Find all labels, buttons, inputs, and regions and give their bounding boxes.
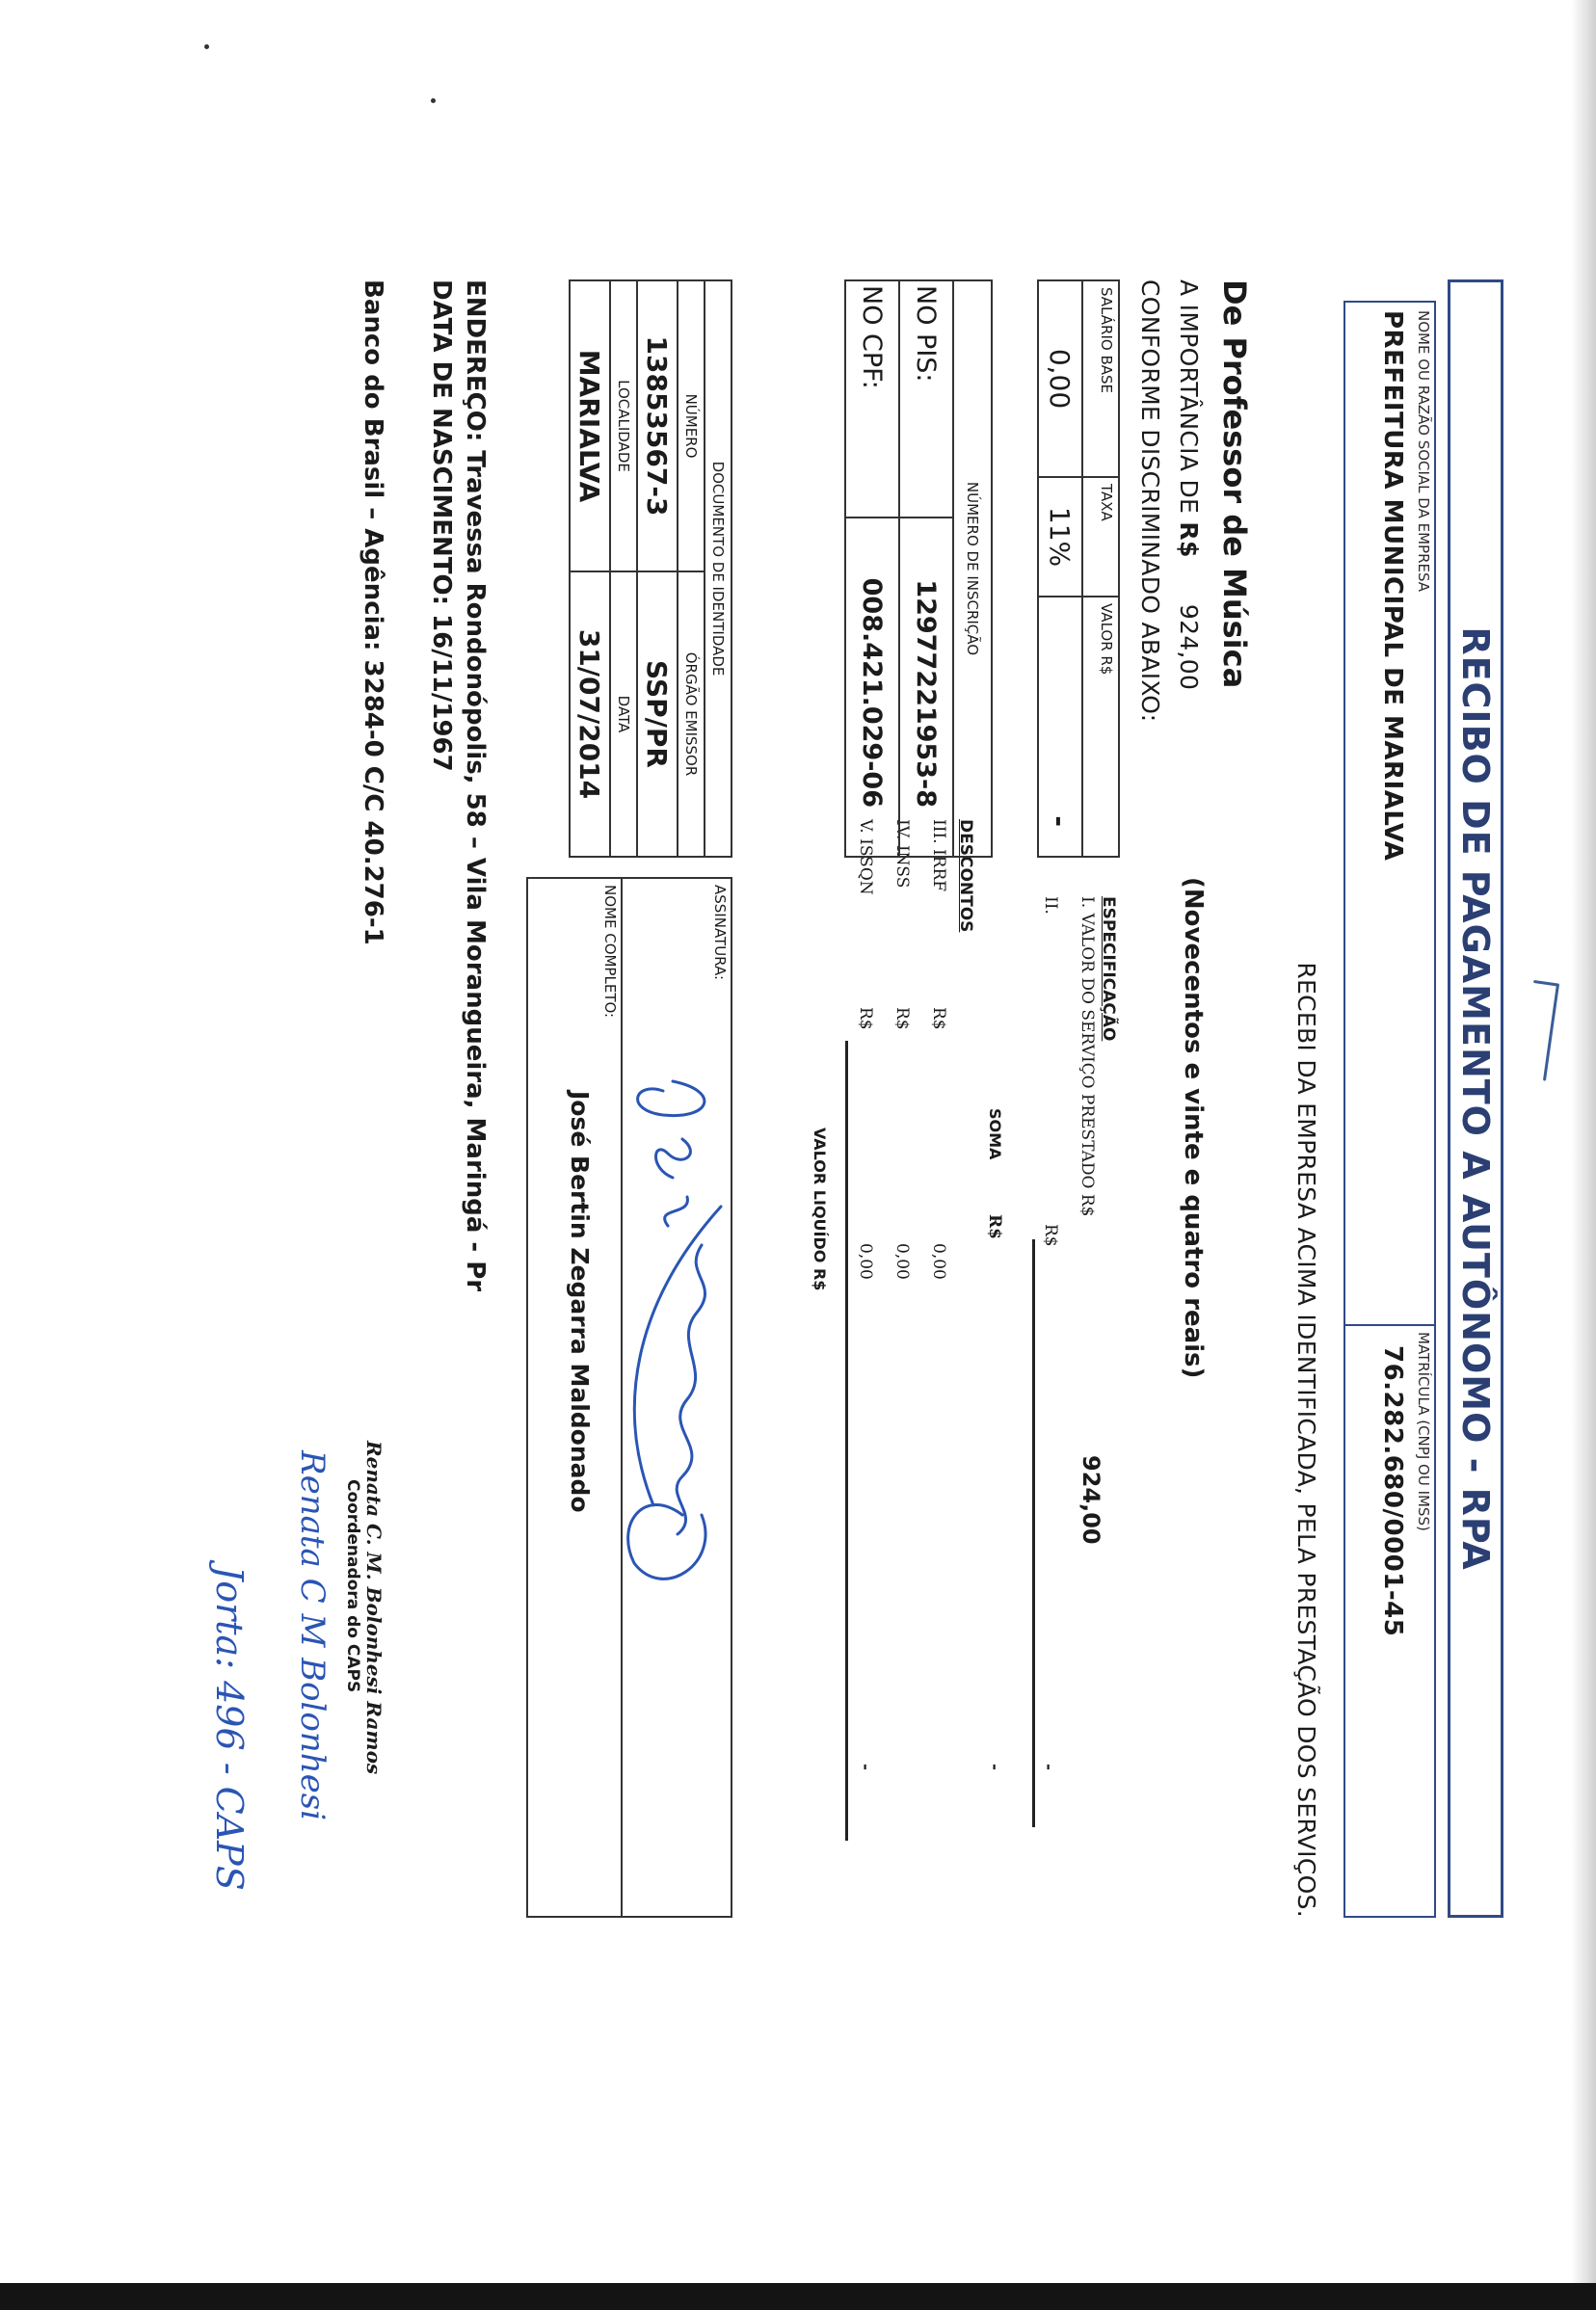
issuer-label: ÓRGÃO EMISSOR bbox=[678, 571, 705, 857]
signature-box bbox=[526, 877, 732, 1918]
received-statement: RECEBI DA EMPRESA ACIMA IDENTIFICADA, PELA PRESTAÇÃO DOS SERVIÇOS. bbox=[1292, 962, 1320, 1918]
company-box bbox=[1343, 301, 1436, 1918]
scan-speck bbox=[431, 98, 436, 103]
place: MARIALVA bbox=[570, 280, 610, 571]
amount-currency: R$ bbox=[1175, 521, 1203, 558]
deduction-currency: R$ bbox=[892, 1007, 912, 1030]
deduction-label: III. IRRF bbox=[929, 819, 948, 892]
spec-item-2-value: - bbox=[1039, 1764, 1058, 1771]
deduction-currency: R$ bbox=[856, 1007, 875, 1030]
value-label: VALOR R$ bbox=[1082, 597, 1119, 857]
salary-base: 0,00 bbox=[1038, 280, 1082, 477]
amount-line bbox=[1175, 279, 1203, 690]
full-name: José Bertin Zegarra Maldonado bbox=[566, 1091, 594, 1513]
company-name-label: NOME OU RAZÃO SOCIAL DA EMPRESA bbox=[1415, 310, 1432, 593]
soma-currency: R$ bbox=[985, 1214, 1004, 1239]
deduction-total-dash: - bbox=[856, 1764, 875, 1771]
id-number: 13853567-3 bbox=[637, 280, 678, 571]
amount-in-words: (Novecentos e vinte e quatro reais) bbox=[1179, 877, 1208, 1379]
cpf-label: NO CPF: bbox=[845, 280, 899, 518]
handwritten-note: Jorta: 496 - CAPS bbox=[208, 1566, 251, 1891]
salary-table bbox=[1037, 279, 1120, 858]
amount-prefix: A IMPORTÂNCIA DE bbox=[1175, 279, 1203, 522]
company-name: PREFEITURA MUNICIPAL DE MARIALVA bbox=[1378, 310, 1407, 862]
deduction-value: 0,00 bbox=[856, 1243, 875, 1280]
full-name-label: NOME COMPLETO: bbox=[601, 885, 619, 1019]
signature-cell bbox=[622, 878, 732, 1917]
company-reg-label: MATRÍCULA (CNPJ OU IMSS) bbox=[1415, 1332, 1432, 1531]
spec-item-1: I. VALOR DO SERVIÇO PRESTADO R$ bbox=[1077, 896, 1097, 1217]
pis-number: 12977221953-8 bbox=[899, 518, 953, 857]
deduction-value: 0,00 bbox=[929, 1243, 948, 1280]
receipt-title: RECIBO DE PAGAMENTO A AUTÔNOMO - RPA bbox=[1448, 279, 1503, 1918]
coordinator-stamp bbox=[135, 1441, 386, 1891]
address: ENDEREÇO: Travessa Rondonópolis, 58 – Vila Morangueira, Maringá - Pr bbox=[461, 279, 490, 1292]
rate-label: TAXA bbox=[1082, 477, 1119, 597]
salary-value: - bbox=[1038, 597, 1082, 857]
place-label: LOCALIDADE bbox=[610, 280, 637, 571]
cpf-number: 008.421.029-06 bbox=[845, 518, 899, 857]
inscription-header: NÚMERO DE INSCRIÇÃO bbox=[953, 280, 992, 857]
inscription-table bbox=[844, 279, 993, 858]
soma-value: - bbox=[985, 1764, 1004, 1771]
identity-table bbox=[569, 279, 732, 858]
company-name-cell bbox=[1345, 303, 1434, 1326]
stamp-role: Coordenadora do CAPS bbox=[343, 1479, 362, 1693]
spec-item-2: II. bbox=[1041, 896, 1060, 915]
soma-label: SOMA bbox=[986, 1108, 1004, 1160]
spec-item-2-currency: R$ bbox=[1041, 1224, 1060, 1247]
scan-speck bbox=[204, 44, 209, 49]
stamp-name: Renata C. M. Bolonhesi Ramos bbox=[362, 1441, 386, 1775]
spec-item-1-value: 924,00 bbox=[1077, 1455, 1104, 1545]
handwritten-signature bbox=[605, 1062, 740, 1602]
deduction-label: IV. INSS bbox=[892, 819, 912, 889]
identity-header: DOCUMENTO DE IDENTIDADE bbox=[705, 280, 732, 857]
company-reg: 76.282.680/0001-45 bbox=[1378, 1345, 1407, 1637]
service-title: De Professor de Música bbox=[1216, 279, 1253, 689]
bank-account: Banco do Brasil – Agência: 3284-0 C/C 40.276-1 bbox=[359, 279, 387, 945]
rate: 11% bbox=[1038, 477, 1082, 597]
issuer: SSP/PR bbox=[637, 571, 678, 857]
full-name-cell bbox=[527, 878, 622, 1917]
deduction-currency: R$ bbox=[929, 1007, 948, 1030]
deduction-label: V. ISSQN bbox=[856, 819, 875, 895]
amount-value: 924,00 bbox=[1175, 603, 1203, 691]
deduction-value: 0,00 bbox=[892, 1243, 912, 1280]
spec-heading: ESPECIFICAÇÃO bbox=[1099, 896, 1118, 1042]
conforme-text: CONFORME DISCRIMINADO ABAIXO: bbox=[1136, 279, 1164, 723]
net-value-label: VALOR LIQUÍDO R$ bbox=[811, 1128, 829, 1291]
deductions-rule bbox=[845, 1041, 848, 1841]
handwritten-signature-note: Renata C M Bolonhesi bbox=[293, 1450, 332, 1821]
company-reg-cell bbox=[1345, 1324, 1434, 1916]
specification-block bbox=[732, 819, 1118, 1918]
descontos-heading: DESCONTOS bbox=[956, 819, 975, 933]
salary-base-label: SALÁRIO BASE bbox=[1082, 280, 1119, 477]
receipt-document bbox=[135, 279, 1503, 1937]
pis-label: NO PIS: bbox=[899, 280, 953, 518]
id-number-label: NÚMERO bbox=[678, 280, 705, 571]
scan-border bbox=[0, 2283, 1596, 2310]
item-2-rule bbox=[1032, 1239, 1035, 1827]
date-label: DATA bbox=[610, 571, 637, 857]
signature-label: ASSINATURA: bbox=[711, 885, 729, 981]
birth-date: DATA DE NASCIMENTO: 16/11/1967 bbox=[427, 279, 456, 772]
date: 31/07/2014 bbox=[570, 571, 610, 857]
scanner-edge bbox=[1571, 0, 1596, 2310]
pen-mark bbox=[1543, 983, 1559, 1080]
